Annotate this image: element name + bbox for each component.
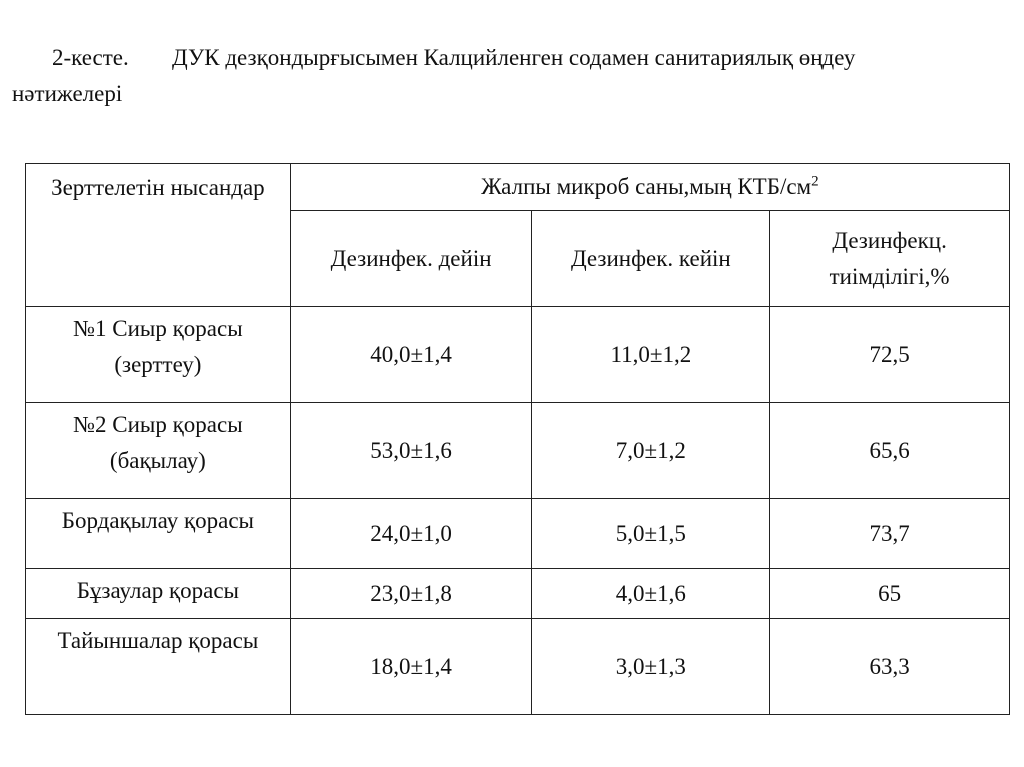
row-object: Бордақылау қорасы xyxy=(26,499,291,569)
row-object: №2 Сиыр қорасы (бақылау) xyxy=(26,403,291,499)
table-row xyxy=(26,569,1010,619)
row-after: 3,0±1,3 xyxy=(532,619,770,715)
table-title-line2: нәтижелері xyxy=(12,81,123,106)
table-caption xyxy=(12,40,1024,112)
row-after: 4,0±1,6 xyxy=(532,569,770,619)
header-efficiency: Дезинфекц. тиімділігі,% xyxy=(770,211,1010,307)
header-row-top xyxy=(26,164,1010,211)
header-after: Дезинфек. кейін xyxy=(532,211,770,307)
header-unit-superscript: 2 xyxy=(811,173,819,190)
table-number: 2-кесте. xyxy=(52,45,129,70)
row-efficiency: 72,5 xyxy=(770,307,1010,403)
row-efficiency: 65 xyxy=(770,569,1010,619)
row-efficiency: 73,7 xyxy=(770,499,1010,569)
row-object: Тайыншалар қорасы xyxy=(26,619,291,715)
row-before: 40,0±1,4 xyxy=(290,307,532,403)
results-table xyxy=(25,163,1010,715)
row-efficiency: 63,3 xyxy=(770,619,1010,715)
header-objects: Зерттелетін нысандар xyxy=(26,164,291,307)
row-before: 53,0±1,6 xyxy=(290,403,532,499)
row-before: 18,0±1,4 xyxy=(290,619,532,715)
table-row xyxy=(26,403,1010,499)
row-after: 11,0±1,2 xyxy=(532,307,770,403)
table-row xyxy=(26,499,1010,569)
table-row xyxy=(26,307,1010,403)
table-row xyxy=(26,619,1010,715)
row-object: Бұзаулар қорасы xyxy=(26,569,291,619)
row-before: 24,0±1,0 xyxy=(290,499,532,569)
row-efficiency: 65,6 xyxy=(770,403,1010,499)
header-before: Дезинфек. дейін xyxy=(290,211,532,307)
header-microbe-count-label: Жалпы микроб саны,мың КТБ/см xyxy=(481,174,812,199)
table-title-line1: ДУК дезқондырғысымен Калцийленген содамен санитариялық өңдеу xyxy=(172,45,856,70)
header-microbe-count xyxy=(290,164,1009,211)
row-after: 7,0±1,2 xyxy=(532,403,770,499)
row-before: 23,0±1,8 xyxy=(290,569,532,619)
row-object: №1 Сиыр қорасы (зерттеу) xyxy=(26,307,291,403)
row-after: 5,0±1,5 xyxy=(532,499,770,569)
